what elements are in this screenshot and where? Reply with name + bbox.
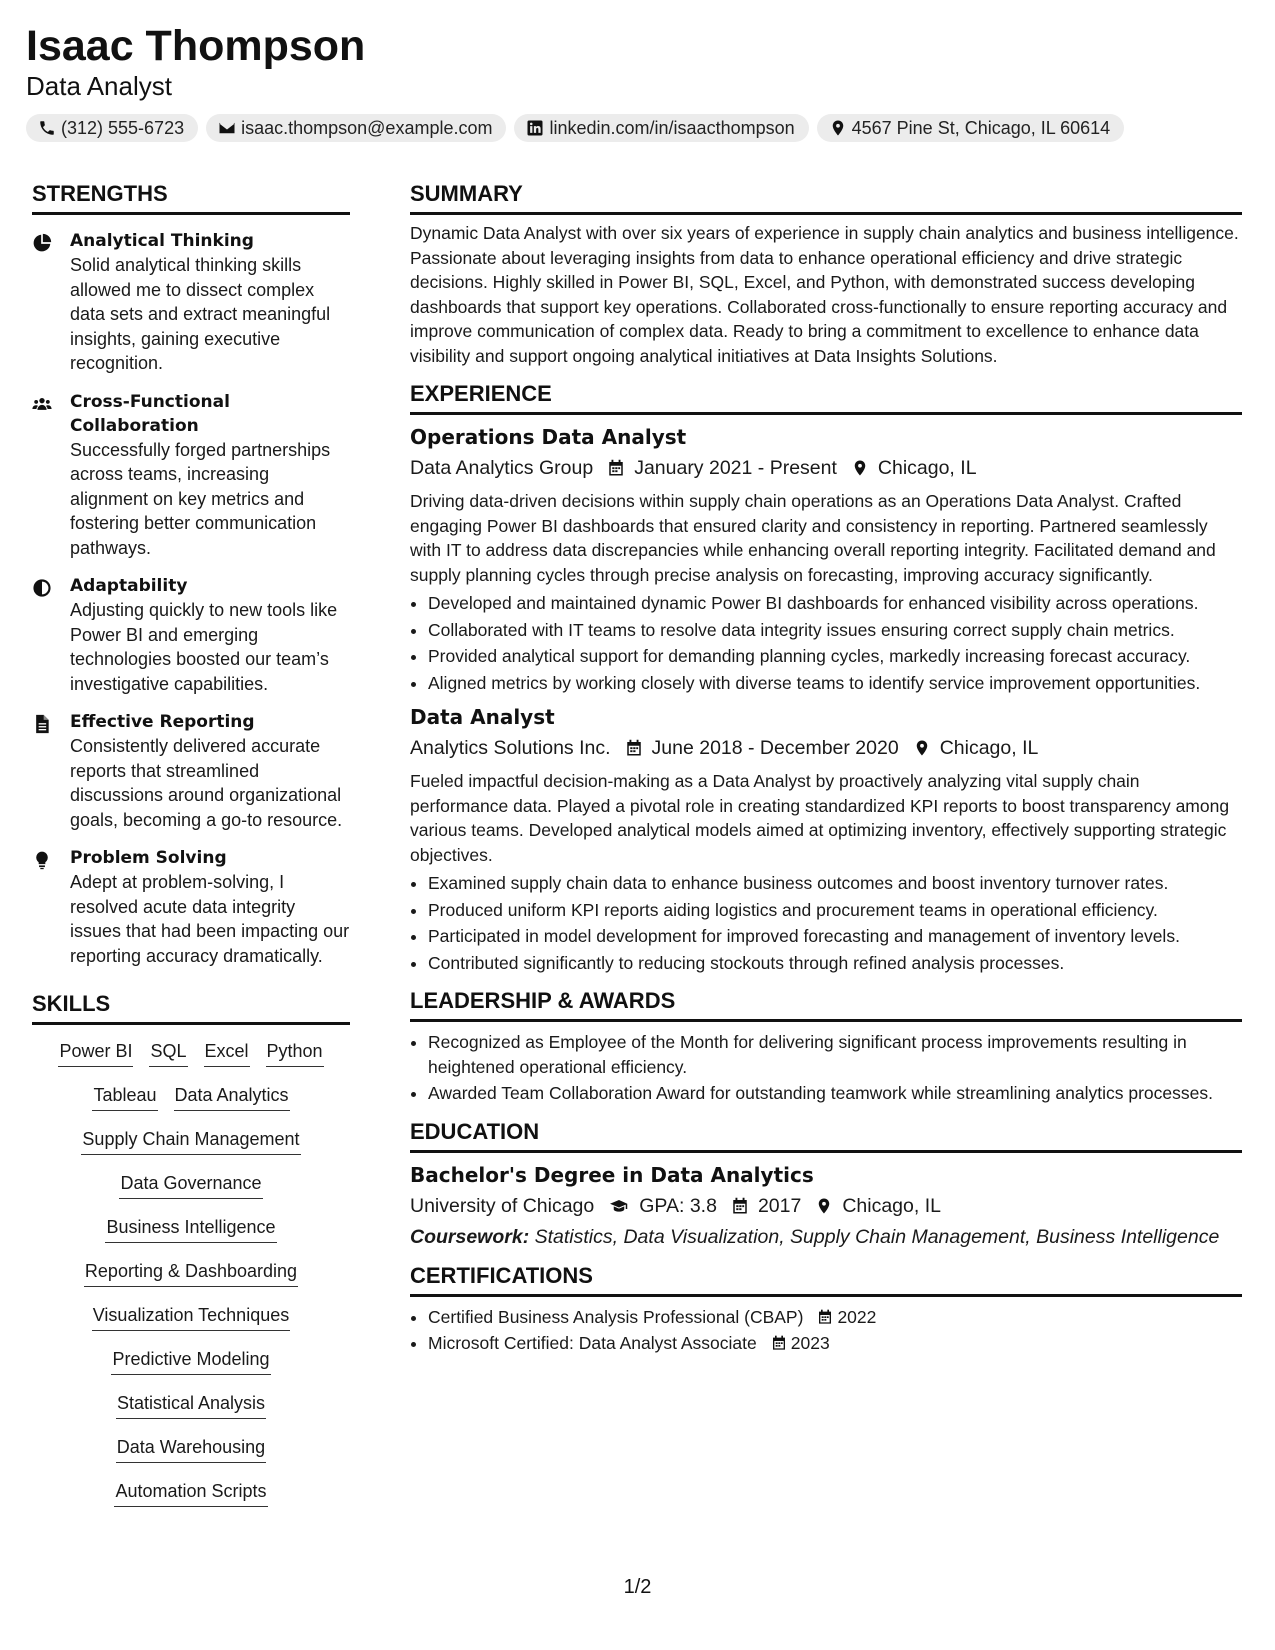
calendar-icon [817, 1309, 833, 1325]
strength-item [32, 710, 350, 832]
strength-item [32, 229, 350, 376]
contact-email-text: isaac.thompson@example.com [241, 117, 493, 138]
linkedin-icon [526, 119, 544, 137]
coursework-list: Statistics, Data Visualization, Supply Chain Management, Business Intelligence [534, 1225, 1220, 1248]
skill-tag: Power BI [58, 1039, 133, 1067]
job-bullets [410, 871, 1242, 975]
users-icon [32, 394, 52, 414]
job-dates: June 2018 - December 2020 [651, 737, 899, 759]
skill-tag: Excel [204, 1039, 250, 1067]
calendar-icon [607, 459, 625, 477]
strengths-heading: STRENGTHS [32, 180, 350, 215]
right-column [410, 180, 1242, 1358]
graduation-cap-icon [608, 1197, 630, 1215]
job-bullets [410, 591, 1242, 695]
cert-name: • Microsoft Certified: Data Analyst Associate [428, 1333, 757, 1353]
contact-linkedin[interactable] [514, 114, 808, 142]
school-name: University of Chicago [410, 1194, 595, 1217]
skills-heading: SKILLS [32, 990, 350, 1025]
half-circle-icon [32, 578, 52, 598]
job-location: Chicago, IL [939, 737, 1039, 759]
strength-item [32, 846, 350, 968]
resume-header [26, 20, 365, 102]
location-pin-icon [913, 739, 931, 757]
cert-year: 2022 [837, 1306, 877, 1327]
phone-icon [38, 119, 56, 137]
calendar-icon [731, 1197, 749, 1215]
location-pin-icon [815, 1197, 833, 1215]
strength-desc: Adjusting quickly to new tools like Power BI and emerging technologies boosted our team’s investigative capabilities. [70, 600, 338, 694]
job-company: Data Analytics Group [410, 457, 594, 479]
skill-tag: Tableau [92, 1083, 157, 1111]
job-title: Operations Data Analyst [410, 425, 687, 449]
list-item: • Recognized as Employee of the Month for delivering significant process improvements resulting in heightened operational efficiency. [428, 1030, 1242, 1079]
contact-bar [26, 114, 1124, 142]
strength-desc: Consistently delivered accurate reports that streamlined discussions around organizational goals, becoming a go-to resource. [70, 736, 343, 830]
list-item: • Aligned metrics by working closely with diverse teams to identify service improvement opportunities. [428, 671, 1242, 696]
left-column [32, 180, 350, 1523]
page-indicator: 1/2 [623, 1576, 652, 1598]
location-pin-icon [829, 119, 847, 137]
job-location: Chicago, IL [877, 457, 977, 479]
skill-tag: Predictive Modeling [111, 1347, 270, 1375]
skill-tag: Reporting & Dashboarding [84, 1259, 298, 1287]
job-entry [410, 423, 1242, 695]
strength-title: Effective Reporting [70, 712, 255, 732]
contact-address[interactable] [817, 114, 1125, 142]
job-company: Analytics Solutions Inc. [410, 737, 611, 759]
strength-desc: Adept at problem-solving, I resolved acute data integrity issues that had been impacting our reporting accuracy dramatically. [70, 872, 350, 966]
contact-phone[interactable] [26, 114, 198, 142]
job-description: Driving data-driven decisions within supply chain operations as an Operations Data Analyst. Crafted engaging Power BI dashboards that ensured clarity and consistency in reporting. Partnered seamlessly with IT to address data discrepancies while enhancing overall reporting integrity. Facilitated demand and supply planning cycles through precise analysis on forecasting, improving accuracy significantly. [410, 491, 1216, 585]
contact-email[interactable] [206, 114, 506, 142]
strength-title: Cross-Functional Collaboration [70, 391, 230, 436]
skill-tag: Automation Scripts [114, 1479, 267, 1507]
cert-name: • Certified Business Analysis Professional (CBAP) [428, 1306, 804, 1327]
skill-tag: SQL [149, 1039, 187, 1067]
summary-text: Dynamic Data Analyst with over six years of experience in supply chain analytics and business intelligence. Passionate about leveraging insights from data to enhance operational efficiency and drive strategic decisions. Highly skilled in Power BI, SQL, Excel, and Python, with demonstrated success developing dashboards that support key operations. Collaborated cross-functionally to ensure reporting accuracy and improve communication of complex data. Ready to bring a commitment to excellence to enhance data visibility and support ongoing analytical initiatives at Data Insights Solutions. [410, 223, 1239, 366]
skill-tag: Data Governance [119, 1171, 262, 1199]
list-item [428, 1331, 1242, 1356]
leadership-heading: LEADERSHIP & AWARDS [410, 987, 1242, 1022]
cert-year: 2023 [790, 1333, 830, 1353]
list-item [428, 1305, 1242, 1330]
skill-tag: Statistical Analysis [116, 1391, 266, 1419]
skills-list [32, 1039, 350, 1507]
education-heading: EDUCATION [410, 1118, 1242, 1153]
list-item: • Awarded Team Collaboration Award for outstanding teamwork while streamlining analytics processes. [428, 1081, 1242, 1106]
skill-tag: Supply Chain Management [81, 1127, 300, 1155]
candidate-name: Isaac Thompson [26, 22, 366, 70]
job-description: Fueled impactful decision-making as a Data Analyst by proactively analyzing vital supply chain performance data. Played a pivotal role in creating standardized KPI reports to boost transparency among various teams. Developed analytical models aimed at optimizing inventory, effectively supporting strategic objectives. [410, 771, 1230, 865]
contact-phone-text: (312) 555-6723 [61, 117, 185, 138]
lightbulb-icon [32, 850, 52, 870]
pie-chart-icon [32, 233, 52, 253]
skill-tag: Business Intelligence [105, 1215, 276, 1243]
skill-tag: Python [266, 1039, 324, 1067]
strength-desc: Solid analytical thinking skills allowed me to dissect complex data sets and extract meaningful insights, gaining executive recognition. [70, 255, 331, 373]
contact-linkedin-text: linkedin.com/in/isaacthompson [549, 117, 795, 138]
coursework [410, 1225, 1242, 1250]
list-item: • Contributed significantly to reducing stockouts through refined analysis processes. [428, 951, 1242, 976]
summary-heading: SUMMARY [410, 180, 1242, 215]
strength-title: Problem Solving [70, 848, 227, 868]
job-dates: January 2021 - Present [634, 457, 837, 479]
envelope-icon [218, 119, 236, 137]
coursework-label: Coursework: [410, 1225, 530, 1248]
gpa: GPA: 3.8 [639, 1194, 717, 1217]
document-icon [32, 714, 52, 734]
degree-title: Bachelor's Degree in Data Analytics [410, 1162, 814, 1187]
certifications-heading: CERTIFICATIONS [410, 1262, 1242, 1297]
list-item: • Produced uniform KPI reports aiding logistics and procurement teams in operational efficiency. [428, 898, 1242, 923]
school-location: Chicago, IL [842, 1194, 941, 1217]
strength-desc: Successfully forged partnerships across teams, increasing alignment on key metrics and fostering better communication pathways. [70, 439, 331, 558]
list-item: • Examined supply chain data to enhance business outcomes and boost inventory turnover rates. [428, 871, 1242, 896]
candidate-role: Data Analyst [26, 71, 172, 101]
job-title: Data Analyst [410, 705, 555, 729]
strength-item [32, 574, 350, 696]
calendar-icon [625, 739, 643, 757]
list-item: • Collaborated with IT teams to resolve data integrity issues ensuring correct supply chain metrics. [428, 618, 1242, 643]
contact-address-text: 4567 Pine St, Chicago, IL 60614 [851, 117, 1111, 138]
job-entry [410, 703, 1242, 975]
strength-title: Analytical Thinking [70, 231, 254, 251]
certifications-list [410, 1305, 1242, 1356]
experience-heading: EXPERIENCE [410, 380, 1242, 415]
location-pin-icon [851, 459, 869, 477]
graduation-year: 2017 [757, 1194, 802, 1217]
strength-item [32, 390, 350, 561]
skill-tag: Visualization Techniques [92, 1303, 290, 1331]
list-item: • Participated in model development for improved forecasting and management of inventory levels. [428, 924, 1242, 949]
list-item: • Developed and maintained dynamic Power BI dashboards for enhanced visibility across operations. [428, 591, 1242, 616]
leadership-list [410, 1030, 1242, 1106]
skill-tag: Data Analytics [174, 1083, 290, 1111]
list-item: • Provided analytical support for demanding planning cycles, markedly increasing forecast accuracy. [428, 644, 1242, 669]
strength-title: Adaptability [70, 576, 188, 596]
skill-tag: Data Warehousing [116, 1435, 266, 1463]
calendar-icon [771, 1335, 787, 1351]
